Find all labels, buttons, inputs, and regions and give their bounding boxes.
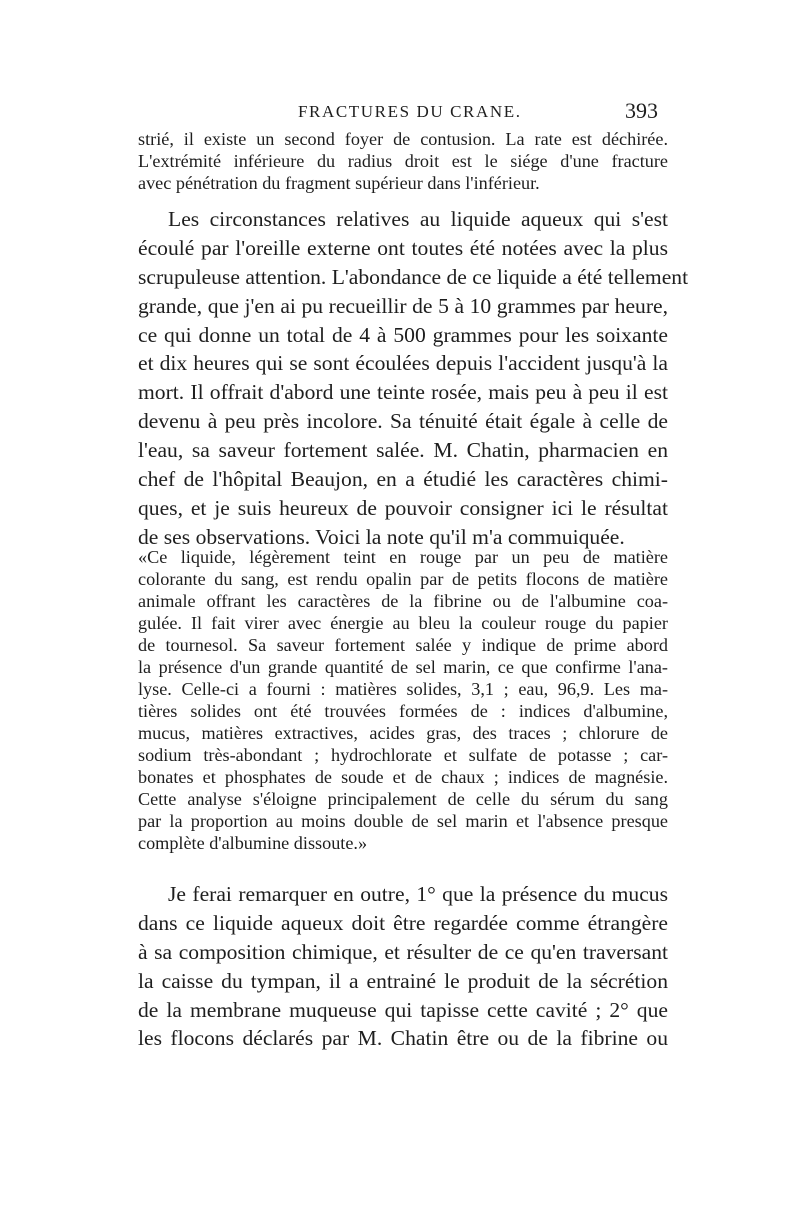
text-line: strié, il existe un second foyer de contusion. La rate est déchirée.: [138, 129, 668, 149]
text-line: Les circonstances relatives au liquide aqueux qui s'est: [168, 207, 668, 231]
text-line: de tournesol. Sa saveur fortement salée y indique de prime abord: [138, 635, 668, 655]
page-number: 393: [625, 98, 658, 123]
paragraph-remarks: [138, 880, 668, 1053]
text-line: mucus, matières extractives, acides gras, des traces ; chlorure de: [138, 723, 668, 743]
text-line: Cette analyse s'éloigne principalement de celle du sérum du sang: [138, 789, 668, 809]
text-line: la présence d'un grande quantité de sel marin, ce que confirme l'ana-: [138, 657, 668, 677]
text-line: l'eau, sa saveur fortement salée. M. Chatin, pharmacien en: [138, 438, 668, 463]
text-line: «Ce liquide, légèrement teint en rouge par un peu de matière: [138, 547, 668, 567]
running-title: FRACTURES DU CRANE.: [298, 102, 522, 121]
text-line: avec pénétration du fragment supérieur dans l'inférieur.: [138, 173, 540, 193]
text-line: par la proportion au moins double de sel marin et l'absence presque: [138, 811, 668, 831]
text-line: la caisse du tympan, il a entrainé le produit de la sécrétion: [138, 968, 668, 993]
text-line: et dix heures qui se sont écoulées depuis l'accident jusqu'à la: [138, 351, 668, 376]
text-line: grande, que j'en ai pu recueillir de 5 à 10 grammes par heure,: [138, 293, 668, 318]
text-line: mort. Il offrait d'abord une teinte rosée, mais peu à peu il est: [138, 380, 668, 405]
text-line: les flocons déclarés par M. Chatin être ou de la fibrine ou: [138, 1026, 668, 1051]
text-line: à sa composition chimique, et résulter de ce qu'en traversant: [138, 939, 668, 964]
text-line: ce qui donne un total de 4 à 500 grammes pour les soixante: [138, 322, 668, 347]
text-line: sodium très-abondant ; hydrochlorate et sulfate de potasse ; car-: [138, 745, 668, 765]
quoted-chemical-analysis: [138, 546, 668, 854]
text-line: de ses observations. Voici la note qu'il m'a commuiquée.: [138, 524, 625, 549]
text-line: écoulé par l'oreille externe ont toutes été notées avec la plus: [138, 235, 668, 260]
text-line: devenu à peu près incolore. Sa ténuité était égale à celle de: [138, 409, 668, 434]
running-head: [138, 98, 658, 128]
text-line: Je ferai remarquer en outre, 1° que la présence du mucus: [168, 882, 668, 906]
text-line: gulée. Il fait virer avec énergie au bleu la couleur rouge du papier: [138, 613, 668, 633]
text-line: ques, et je suis heureux de pouvoir consigner ici le résultat: [138, 495, 668, 520]
text-line: animale offrant les caractères de la fibrine ou de l'albumine coa-: [138, 591, 668, 611]
text-line: lyse. Celle-ci a fourni : matières solides, 3,1 ; eau, 96,9. Les ma-: [138, 679, 668, 699]
text-line: L'extrémité inférieure du radius droit est le siége d'une fracture: [138, 151, 668, 171]
text-line: complète d'albumine dissoute.»: [138, 833, 368, 853]
text-line: chef de l'hôpital Beaujon, en a étudié les caractères chimi-: [138, 467, 668, 492]
text-line: bonates et phosphates de soude et de chaux ; indices de magnésie.: [138, 767, 668, 787]
text-line: dans ce liquide aqueux doit être regardée comme étrangère: [138, 910, 668, 935]
text-line: tières solides ont été trouvées formées de : indices d'albumine,: [138, 701, 668, 721]
text-line: colorante du sang, est rendu opalin par de petits flocons de matière: [138, 569, 668, 589]
text-line: scrupuleuse attention. L'abondance de ce liquide a été tellement: [138, 264, 689, 289]
paragraph-continuation: [138, 128, 668, 194]
paragraph-liquid-observations: [138, 205, 689, 552]
text-line: de la membrane muqueuse qui tapisse cette cavité ; 2° que: [138, 997, 668, 1022]
